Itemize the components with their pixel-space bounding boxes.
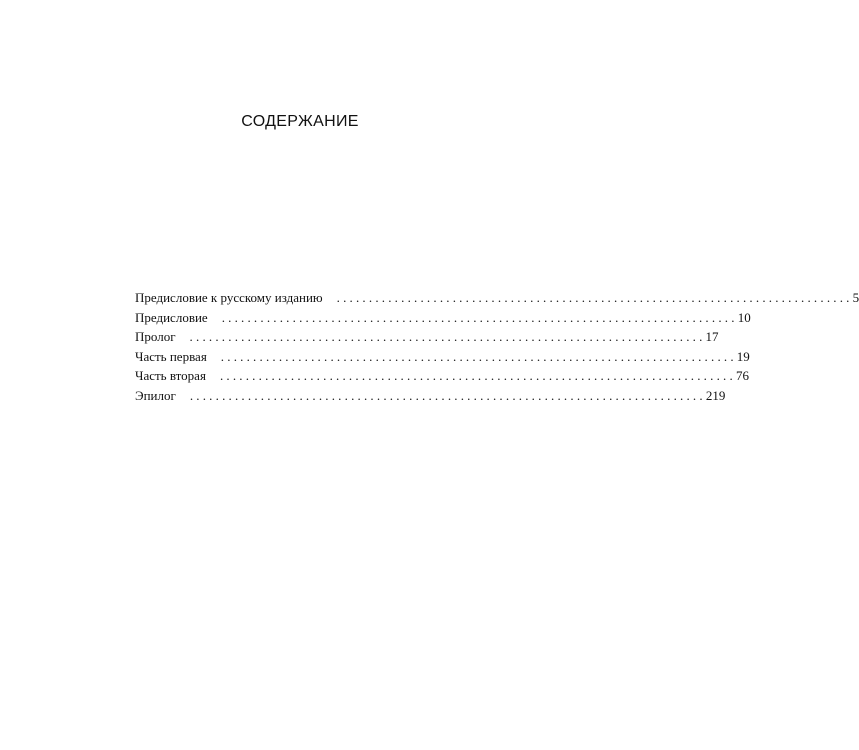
toc-entry-label: Пролог — [135, 329, 176, 345]
toc-page-number: 5 — [852, 290, 859, 305]
toc-page-number: 17 — [705, 329, 719, 345]
toc-dot-leader: ................................................................................ — [220, 348, 737, 364]
toc-dot-leader: ................................................................................ — [336, 290, 853, 305]
toc-entry-label: Часть первая — [135, 348, 207, 364]
toc-dot-leader: ................................................................................ — [221, 309, 738, 325]
toc-entry-part-one — [135, 347, 750, 367]
toc-entry-part-two — [135, 366, 749, 386]
table-of-contents — [135, 288, 859, 406]
toc-page-number: 219 — [705, 387, 726, 403]
toc-entry-label: Эпилог — [135, 387, 176, 403]
toc-entry-prologue — [135, 327, 719, 347]
toc-page-number: 19 — [736, 348, 750, 364]
toc-page-number: 10 — [737, 309, 751, 325]
toc-entry-label: Предисловие — [135, 309, 208, 325]
toc-dot-leader: ................................................................................ — [189, 329, 706, 345]
toc-entry-foreword-russian-edition — [135, 288, 859, 308]
toc-entry-label: Предисловие к русскому изданию — [135, 290, 323, 305]
toc-heading: СОДЕРЖАНИЕ — [241, 113, 359, 130]
toc-entry-label: Часть вторая — [135, 368, 206, 384]
toc-page-number: 76 — [735, 368, 749, 384]
toc-dot-leader: ................................................................................ — [189, 387, 706, 403]
toc-dot-leader: ................................................................................ — [219, 368, 736, 384]
toc-entry-foreword — [135, 308, 751, 328]
toc-entry-epilogue — [135, 386, 726, 406]
